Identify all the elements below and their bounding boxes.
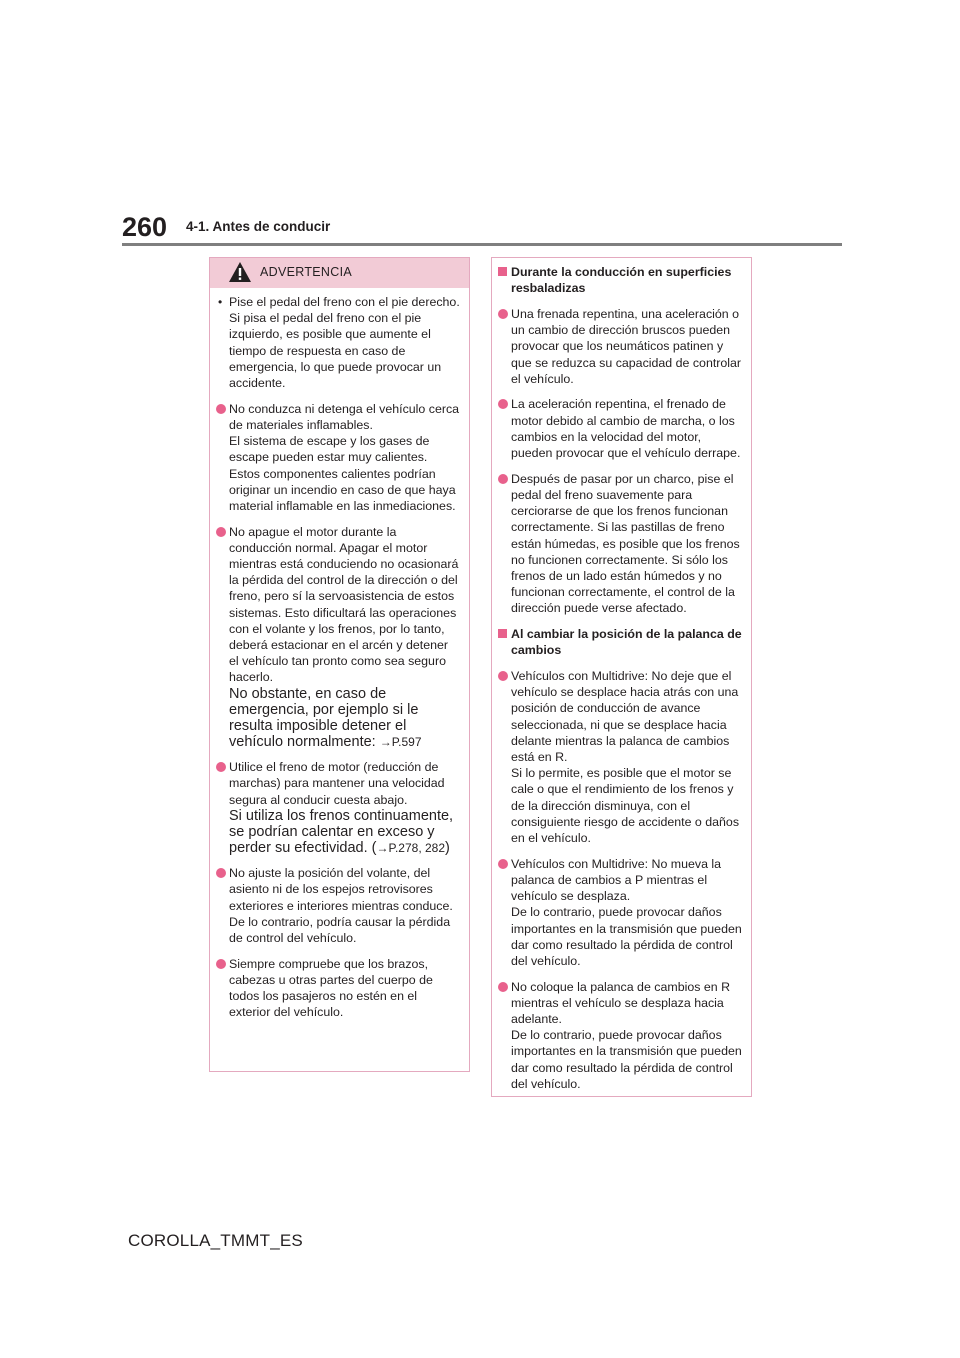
pink-dot-icon xyxy=(216,527,226,537)
heading-text: Al cambiar la posición de la palanca de cambios xyxy=(511,627,742,658)
list-item xyxy=(216,401,461,514)
list-item xyxy=(216,865,461,946)
page-reference: →P.597 xyxy=(379,734,422,749)
list-item xyxy=(498,396,743,461)
item-text: Utilice el freno de motor (reducción de marchas) para mantener una velocidad segura al conducir cuesta abajo. xyxy=(229,760,445,807)
item-text: Vehículos con Multidrive: No mueva la palanca de cambios a P mientras el vehículo se desplaza. xyxy=(511,856,722,904)
item-text: De lo contrario, podría causar la pérdida de control del vehículo. xyxy=(229,914,451,946)
item-text: La aceleración repentina, el frenado de motor debido al cambio de marcha, o los cambios en la velocidad del motor, pueden provocar que el vehículo derrape. xyxy=(511,397,741,461)
pink-dot-icon xyxy=(498,859,508,869)
item-text: Si utiliza los frenos continuamente, se podrían calentar en exceso y perder su efectividad. (→P.278, 282) xyxy=(229,807,454,856)
item-text: No obstante, en caso de emergencia, por ejemplo si le resulta imposible detener el vehículo normalmente: →P.597 xyxy=(229,685,422,750)
pink-dot-icon xyxy=(216,404,226,414)
pink-dot-icon xyxy=(498,474,508,484)
list-item xyxy=(216,524,461,750)
item-text: El sistema de escape y los gases de escape pueden estar muy calientes. Estos componentes calientes podrían originar un incendio en caso de que haya material inflamable en las inmediaciones. xyxy=(229,434,456,513)
item-text: De lo contrario, puede provocar daños importantes en la transmisión que pueden dar como resultado la pérdida de control del vehículo. xyxy=(511,1028,742,1091)
pink-dot-icon xyxy=(216,762,226,772)
item-text: Pise el pedal del freno con el pie derecho. Si pisa el pedal del freno con el pie izquierdo, es posible que aumente el tiempo de respuesta en caso de emergencia, lo que puede provocar un accidente. xyxy=(229,295,460,391)
warning-content xyxy=(210,294,469,1030)
item-text: Si lo permite, es posible que el motor se cale o que el rendimiento de los frenos y de la dirección disminuya, con el consiguiente riesgo de accidente o daños en el vehículo. xyxy=(511,766,740,845)
warning-header xyxy=(210,258,469,288)
item-text: No conduzca ni detenga el vehículo cerca de materiales inflamables. xyxy=(229,401,460,432)
caution-box xyxy=(491,257,752,1097)
warning-box xyxy=(209,257,470,1072)
pink-dot-icon xyxy=(498,309,508,319)
list-item xyxy=(498,979,743,1092)
list-item xyxy=(498,471,743,617)
list-item xyxy=(498,306,743,387)
bullet-icon: • xyxy=(218,295,223,309)
pink-square-icon xyxy=(498,267,507,276)
item-text: Después de pasar por un charco, pise el pedal del freno suavemente para cerciorarse de que los frenos funcionan correctamente. Si las pastillas de freno están húmedas, es posible que los frenos no funcionen correctamente. Si sólo los frenos de un lado están húmedos y no funcionan correctamente, el control de la dirección puede verse afectado. xyxy=(511,471,740,616)
page-number: 260 xyxy=(122,212,168,242)
section-heading xyxy=(498,626,743,658)
item-text: No ajuste la posición del volante, del asiento ni de los espejos retrovisores exteriores e interiores mientras conduce. xyxy=(229,866,453,913)
section-heading xyxy=(498,264,743,296)
warning-title: ADVERTENCIA xyxy=(260,265,352,279)
pink-dot-icon xyxy=(498,982,508,992)
chapter-title: 4-1. Antes de conducir xyxy=(186,219,331,234)
pink-dot-icon xyxy=(216,959,226,969)
list-item xyxy=(498,668,743,846)
pink-square-icon xyxy=(498,629,507,638)
pink-dot-icon xyxy=(216,868,226,878)
item-text: De lo contrario, puede provocar daños importantes en la transmisión que pueden dar como resultado la pérdida de control del vehículo. xyxy=(511,905,742,968)
pink-dot-icon xyxy=(498,399,508,409)
heading-text: Durante la conducción en superficies resbaladizas xyxy=(511,265,732,296)
caution-content xyxy=(492,264,751,1102)
warning-triangle-icon xyxy=(228,261,252,283)
item-text: Vehículos con Multidrive: No deje que el vehículo se desplace hacia atrás con una posición de conducción de avance seleccionada, ni que se desplace hacia delante mientras la palanca de cambios está en R. xyxy=(511,668,739,764)
item-text: Una frenada repentina, una aceleración o un cambio de dirección bruscos pueden provocar que los neumáticos patinen y que se reduzca su capacidad de controlar el vehículo. xyxy=(511,306,742,386)
pink-dot-icon xyxy=(498,671,508,681)
list-item xyxy=(216,759,461,856)
header-rule xyxy=(122,243,842,246)
document-code: COROLLA_TMMT_ES xyxy=(128,1231,303,1250)
list-item xyxy=(498,856,743,969)
item-text: No apague el motor durante la conducción normal. Apagar el motor mientras está conduciendo no ocasionará la pérdida del control de la dirección o del freno, pero sí la servoasistencia de estos sistemas. Esto dificultará las operaciones con el volante y los frenos, por lo tanto, deberá estacionar en el arcén y detener el vehículo tan pronto como sea seguro hacerlo. xyxy=(229,524,459,685)
item-text: Siempre compruebe que los brazos, cabezas u otras partes del cuerpo de todos los pasajeros no estén en el exterior del vehículo. xyxy=(229,956,433,1020)
item-text: No coloque la palanca de cambios en R mientras el vehículo se desplaza hacia adelante. xyxy=(511,979,731,1027)
page-reference: →P.278, 282 xyxy=(376,840,446,855)
list-item xyxy=(216,956,461,1021)
list-item xyxy=(216,294,461,391)
